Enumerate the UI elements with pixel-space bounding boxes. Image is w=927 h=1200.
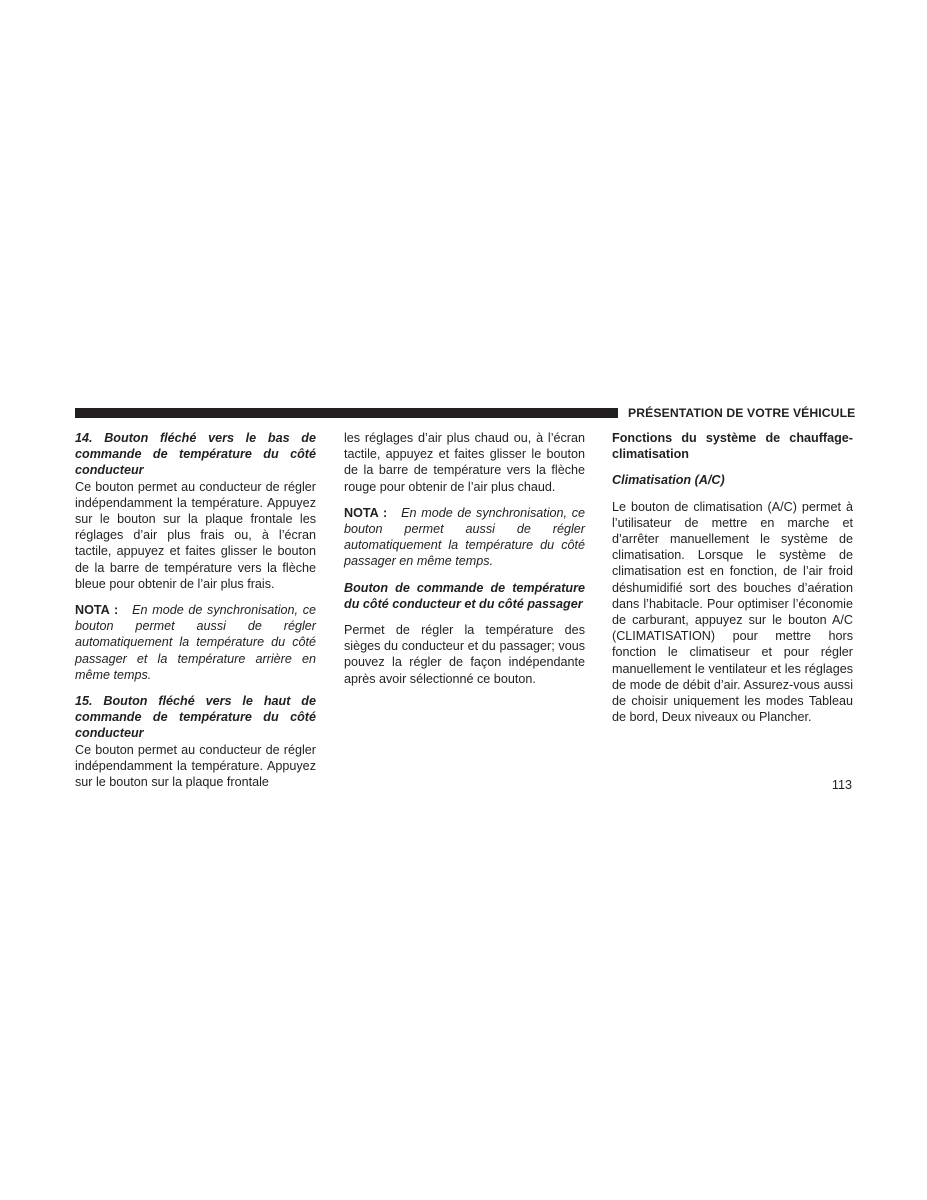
page-number: 113 — [831, 778, 852, 792]
note-1-label: NOTA : — [75, 603, 119, 618]
paragraph-air-conditioning: Le bouton de climatisation (A/C) permet à l’utilisateur de mettre en marche et d’arrêter manuellement le système de climatisation. Lorsque le système de climatisation est en fonction, de l’air froid déshumidifié sort des bouches d’aération dans l’habitacle. Pour optimiser l’économie de carburant, appuyez sur le bouton A/C (CLIMATISATION) pour mettre hors fonction le climatiseur et pour régler manuellement le ventilateur et les réglages de mode de débit d’air. Assurez-vous aussi de choisir uniquement les modes Tableau de bord, Deux niveaux ou Plancher. — [612, 499, 853, 725]
heading-item-15: 15. Bouton fléché vers le haut de commande de température du côté conducteur — [75, 694, 316, 741]
paragraph-item-15-continued: les réglages d’air plus chaud ou, à l’écran tactile, appuyez et faites glisser le bouton de la barre de température vers la flèche rouge pour obtenir de l’air plus chaud. — [344, 431, 585, 494]
header-rule — [75, 408, 618, 418]
paragraph-dual-zone: Permet de régler la température des sièges du conducteur et du passager; vous pouvez la régler de façon indépendante après avoir sélectionné ce bouton. — [344, 623, 585, 686]
heading-dual-zone: Bouton de commande de température du côté conducteur et du côté passager — [344, 580, 585, 611]
column-3 — [612, 430, 853, 725]
heading-item-14: 14. Bouton fléché vers le bas de commande de température du côté conducteur — [75, 431, 316, 478]
note-2 — [344, 505, 585, 570]
heading-air-conditioning: Climatisation (A/C) — [612, 473, 725, 488]
column-1 — [75, 430, 316, 790]
column-2 — [344, 430, 585, 687]
note-2-text: En mode de synchronisation, ce bouton permet aussi de régler automatiquement la température du côté passager en même temps. — [344, 505, 586, 569]
heading-functions: Fonctions du système de chauffage-climatisation — [612, 431, 853, 462]
note-1-text: En mode de synchronisation, ce bouton permet aussi de régler automatiquement la température du côté passager et la température arrière en même temps. — [75, 603, 317, 682]
paragraph-item-14: Ce bouton permet au conducteur de régler indépendamment la température. Appuyez sur le bouton sur la plaque frontale les réglages d’air plus frais ou, à l’écran tactile, appuyez et faites glisser le bouton de la barre de température vers la flèche bleue pour obtenir de l’air plus frais. — [75, 479, 316, 591]
paragraph-item-15: Ce bouton permet au conducteur de régler indépendamment la température. Appuyez sur le bouton sur la plaque frontale — [75, 742, 316, 790]
section-title: PRÉSENTATION DE VOTRE VÉHICULE — [628, 406, 856, 420]
note-2-label: NOTA : — [344, 505, 388, 520]
note-1 — [75, 602, 316, 683]
